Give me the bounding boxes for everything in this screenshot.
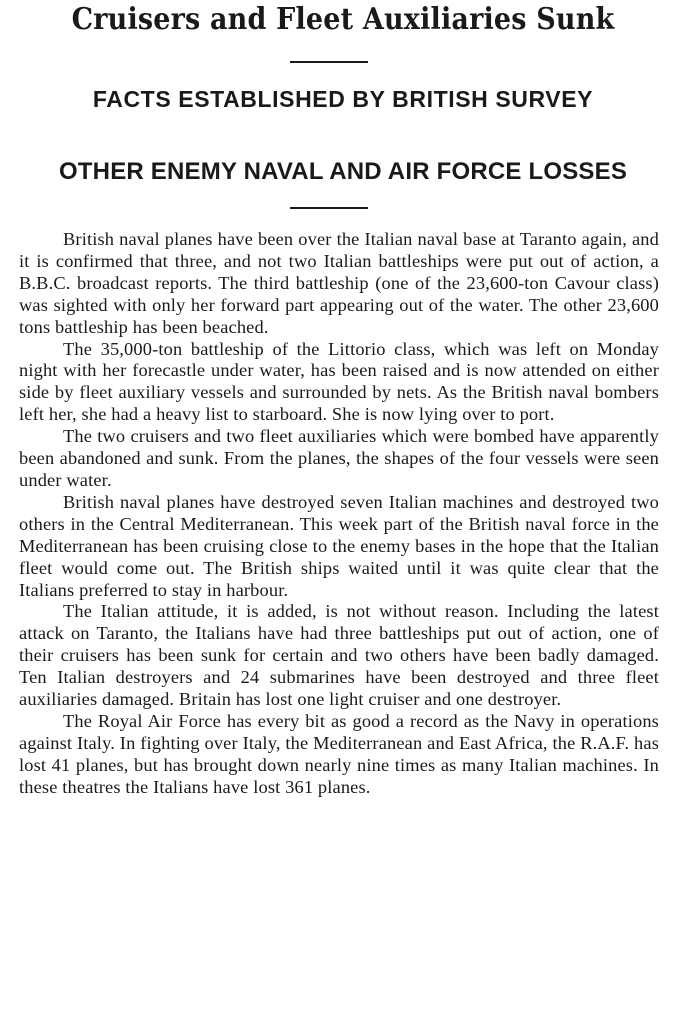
subheadline-divider [290,207,368,209]
article-paragraph: The two cruisers and two fleet auxiliaries which were bombed have apparently been abandoned and sunk. From the planes, the shapes of the four vessels were seen under water. [19,426,659,490]
article-body [19,229,659,799]
subheadline-secondary: OTHER ENEMY NAVAL AND AIR FORCE LOSSES [58,158,628,185]
article-paragraph: British naval planes have been over the Italian naval base at Taranto again, and it is confirmed that three, and not two Italian battleships were put out of action, a B.B.C. broadcast reports. The third battleship (one of the 23,600-ton Cavour class) was sighted with only her forward part appearing out of the water. The other 23,600 tons battleship has been beached. [19,229,659,337]
article-paragraph: The 35,000-ton battleship of the Littorio class, which was left on Monday night with her forecastle under water, has been raised and is now attended on either side by fleet auxiliary vessels and surrounded by nets. As the British naval bombers left her, she had a heavy list to starboard. She is now lying over to port. [19,338,659,425]
headline: Cruisers and Fleet Auxiliaries Sunk [71,2,615,37]
article-paragraph: British naval planes have destroyed seven Italian machines and destroyed two others in the Central Mediterranean. This week part of the British naval force in the Mediterranean has been cruising close to the enemy bases in the hope that the Italian fleet would come out. The British ships waited until it was quite clear that the Italians preferred to stay in harbour. [19,491,659,600]
article-paragraph: The Royal Air Force has every bit as good a record as the Navy in operations against Italy. In fighting over Italy, the Mediterranean and East Africa, the R.A.F. has lost 41 planes, but has brought down nearly nine times as many Italian machines. In these theatres the Italians have lost 361 planes. [19,710,659,797]
subheadline-primary: FACTS ESTABLISHED BY BRITISH SURVEY [92,86,594,112]
headline-divider [290,61,368,63]
article-paragraph: The Italian attitude, it is added, is not without reason. Including the latest attack on Taranto, the Italians have had three battleships put out of action, one of their cruisers has been sunk for certain and two others have been badly damaged. Ten Italian destroyers and 24 submarines have been destroyed and three fleet auxiliaries damaged. Britain has lost one light cruiser and one destroyer. [19,601,659,710]
